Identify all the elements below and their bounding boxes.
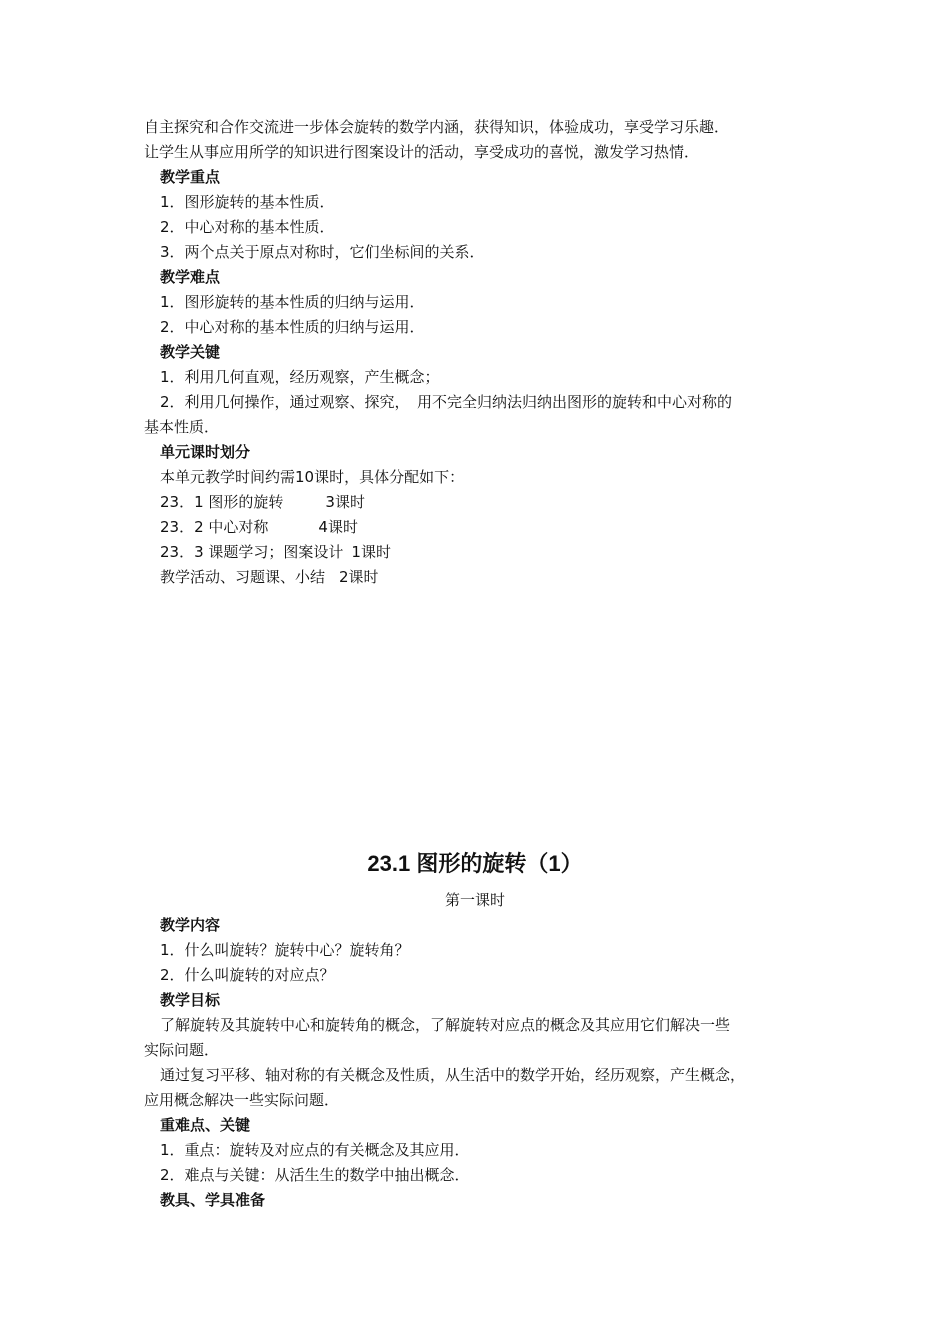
schedule-hours: 1课时 bbox=[351, 543, 391, 561]
goal-2-line-2: 应用概念解决一些实际问题． bbox=[144, 1091, 340, 1109]
goal-1-line-1: 了解旋转及其旋转中心和旋转角的概念，了解旋转对应点的概念及其应用它们解决一些 bbox=[160, 1016, 731, 1034]
key-1: 1．利用几何直观，经历观察，产生概念； bbox=[160, 368, 440, 386]
schedule-row bbox=[160, 567, 840, 587]
lesson-subtitle: 第一课时 bbox=[444, 891, 505, 909]
schedule-intro: 本单元教学时间约需10课时，具体分配如下： bbox=[160, 468, 465, 486]
schedule-hours: 2课时 bbox=[339, 568, 379, 586]
heading-key: 重难点、关键 bbox=[160, 1116, 251, 1134]
heading-key-points: 教学重点 bbox=[160, 168, 221, 186]
key-point-difficulty: 2．难点与关键：从活生生的数学中抽出概念． bbox=[160, 1166, 470, 1184]
difficulty-2: 2．中心对称的基本性质的归纳与运用． bbox=[160, 318, 425, 336]
intro-line-2: 让学生从事应用所学的知识进行图案设计的活动，享受成功的喜悦，激发学习热情． bbox=[144, 143, 700, 161]
goal-1-line-2: 实际问题． bbox=[144, 1041, 220, 1059]
schedule-row bbox=[160, 542, 840, 562]
goal-2-line-1: 通过复习平移、轴对称的有关概念及性质，从生活中的数学开始，经历观察，产生概念， bbox=[160, 1066, 746, 1084]
content-2: 2．什么叫旋转的对应点？ bbox=[160, 966, 335, 984]
heading-goals: 教学目标 bbox=[160, 991, 221, 1009]
key-2: 2．利用几何操作，通过观察、探究， 用不完全归纳法归纳出图形的旋转和中心对称的 bbox=[160, 393, 733, 411]
difficulty-1: 1．图形旋转的基本性质的归纳与运用． bbox=[160, 293, 425, 311]
schedule-label: 23．1 图形的旋转 bbox=[160, 493, 284, 511]
key-point-focus: 1．重点：旋转及对应点的有关概念及其应用． bbox=[160, 1141, 470, 1159]
schedule-row bbox=[160, 517, 840, 537]
key-2-continued: 基本性质． bbox=[144, 418, 220, 436]
heading-difficulties: 教学难点 bbox=[160, 268, 221, 286]
heading-content: 教学内容 bbox=[160, 916, 221, 934]
lesson-title: 23.1 图形的旋转（1） bbox=[367, 851, 583, 876]
schedule-label: 教学活动、习题课、小结 bbox=[160, 568, 326, 586]
heading-tools: 教具、学具准备 bbox=[160, 1191, 266, 1209]
heading-schedule: 单元课时划分 bbox=[160, 443, 251, 461]
schedule-label: 23．2 中心对称 bbox=[160, 518, 269, 536]
content-1: 1．什么叫旋转？旋转中心？旋转角？ bbox=[160, 941, 410, 959]
key-point-3: 3．两个点关于原点对称时，它们坐标间的关系． bbox=[160, 243, 485, 261]
schedule-label: 23．3 课题学习；图案设计 bbox=[160, 543, 344, 561]
intro-line-1: 自主探究和合作交流进一步体会旋转的数学内涵，获得知识，体验成功，享受学习乐趣． bbox=[144, 118, 730, 136]
schedule-hours: 3课时 bbox=[325, 493, 365, 511]
key-point-1: 1．图形旋转的基本性质． bbox=[160, 193, 335, 211]
heading-keys: 教学关键 bbox=[160, 343, 221, 361]
schedule-row bbox=[160, 492, 840, 512]
schedule-hours: 4课时 bbox=[318, 518, 358, 536]
key-point-2: 2．中心对称的基本性质． bbox=[160, 218, 335, 236]
